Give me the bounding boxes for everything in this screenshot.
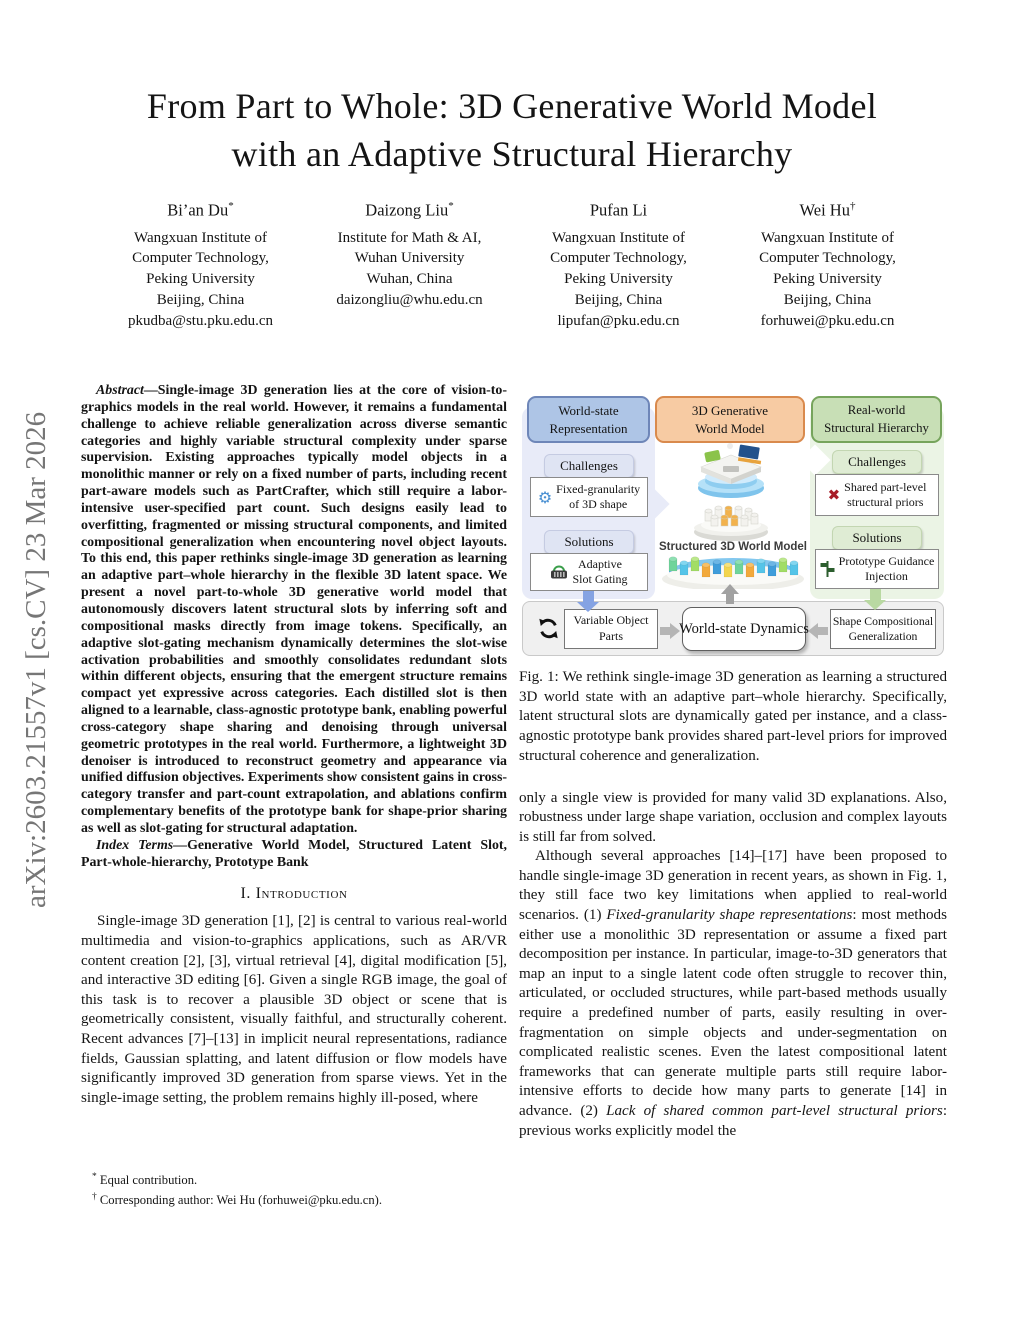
green-down-arrow: [864, 589, 886, 610]
right-column-paragraph-1: only a single view is provided for many valid 3D explanations. Also, robustness under large shape variation, occlusion and complex layouts is still far from solved.: [519, 789, 947, 845]
challenges-pill-right: Challenges: [832, 450, 922, 474]
left-arrow: [808, 623, 828, 639]
structured-3d-world-model-illustration: [653, 439, 813, 589]
signpost-icon: [820, 560, 835, 578]
challenge-box-left: ⚙ Fixed-granularity of 3D shape: [530, 477, 648, 517]
slot-gating-icon: [550, 565, 568, 580]
arxiv-id-text: arXiv:2603.21557v1 [cs.CV] 23 Mar 2026: [20, 411, 52, 909]
author-marker: *: [228, 200, 234, 212]
author-name: Daizong Liu*: [365, 200, 454, 220]
figure-1-caption: Fig. 1: We rethink single-image 3D generation as learning a structured 3D world state with an adaptive part–whole hierarchy. Specifically, latent structural slots are dynamically gated per instance, and a class-agnostic prototype bank provides shared part-level priors for improved structural coherence and generalization.: [519, 669, 947, 764]
authors-block: [96, 200, 932, 331]
author-affiliation: Institute for Math & AI, Wuhan University Wuhan, China daizongliu@whu.edu.cn: [336, 229, 483, 308]
author-marker: *: [448, 200, 454, 212]
solution-box-left: Adaptive Slot Gating: [530, 553, 648, 591]
section-heading-introduction: I. Introduction: [240, 885, 348, 903]
abstract-paragraph: Abstract—Single-image 3D generation lies at the core of vision-to-graphics models in the real world. However, it remains a fundamental challenge to achieve reliable generalization across diverse semantic categories and highly variable structural complexity under sparse supervision. Existing approaches typically model objects in a monolithic manner or rely on a fixed number of parts, including recent part-aware models such as PartCrafter, which still require a labor-intensive user-specified part count. Such designs easily lead to overfitting, fragmented or missing structural components, and limited compositional generalization when encountering novel object layouts. To this end, this paper rethinks single-image 3D generation as learning an adaptive part–whole hierarchy in the flexible 3D latent space. We present a novel part-to-whole 3D generative world model that autonomously discovers latent structural slots by inferring soft and compositional masks directly from image tokens. Specifically, an adaptive slot-gating mechanism dynamically determines the slot-wise activation probabilities and smoothly consolidates redundant slots within different objects, ensuring that the emergent structure remains compact yet expressive across categories. Each distilled slot is then aligned to a learnable, class-agnostic prototype bank, enabling powerful cross-category shape sharing and denoising through universal geometric prototypes in the real world. Furthermore, a lightweight 3D denoiser is introduced to reconstruct geometry and appearance via unified diffusion objectives. Experiments show consistent gains in cross-category transfer and part-count extrapolation, and ablations confirm complementary benefits of the prototype bank for shape-prior sharing as well as slot-gating for structural adaptation.: [81, 383, 507, 836]
page-title: [0, 82, 1024, 178]
left-column: [81, 383, 507, 1108]
author-name: Pufan Li: [589, 200, 648, 220]
variable-object-parts-box: Variable Object Parts: [564, 609, 658, 649]
shape-compositional-generalization-box: Shape Compositional Generalization: [830, 609, 936, 649]
challenge-box-right: ✖ Shared part-level structural priors: [815, 474, 939, 516]
author-name: Wei Hu†: [799, 200, 856, 220]
author-name: Bi’an Du*: [167, 200, 234, 220]
header-world-state-representation: World-state Representation: [527, 396, 650, 443]
author-affiliation: Wangxuan Institute of Computer Technology, Peking University Beijing, China pkudba@stu.pku.edu.cn: [127, 229, 274, 329]
world-state-dynamics-box: World-state Dynamics: [682, 607, 806, 651]
author-marker: †: [849, 200, 856, 212]
author-affiliation: Wangxuan Institute of Computer Technology, Peking University Beijing, China lipufan@pku.edu.cn: [550, 229, 687, 329]
gear-icon: ⚙: [537, 487, 553, 507]
footnote-equal-contribution: * Equal contribution.: [92, 1172, 198, 1188]
title-line-1: From Part to Whole: 3D Generative World Model: [146, 86, 878, 126]
cycle-icon: [536, 616, 561, 641]
figure-1: [519, 391, 947, 658]
arxiv-sidebar-label: [20, 356, 64, 964]
author-card: [96, 200, 305, 331]
index-terms: Index Terms—Generative World Model, Structured Latent Slot, Part-whole-hierarchy, Prototype Bank: [81, 837, 507, 870]
footnotes-block: [92, 1169, 510, 1208]
author-card: [514, 200, 723, 331]
footnote-corresponding-author: † Corresponding author: Wei Hu (forhuwei@pku.edu.cn).: [92, 1191, 383, 1207]
author-card: [723, 200, 932, 331]
header-3d-generative-world-model: 3D Generative World Model: [655, 396, 805, 443]
right-column: [519, 391, 947, 1141]
red-x-icon: ✖: [827, 486, 841, 504]
author-affiliation: Wangxuan Institute of Computer Technology, Peking University Beijing, China forhuwei@pku.edu.cn: [759, 229, 896, 329]
solution-box-right: Prototype Guidance Injection: [815, 549, 939, 589]
structured-3d-world-model-label: Structured 3D World Model: [658, 541, 808, 553]
solutions-pill-right: Solutions: [832, 526, 922, 550]
author-card: [305, 200, 514, 331]
introduction-paragraph-1: Single-image 3D generation [1], [2] is central to various real-world multimedia and vision-to-graphics applications, such as AR/VR content creation [2], [3], virtual retrieval [4], digital modification [5], and interactive 3D editing [6]. Given a single RGB image, the goal of this task is to recover a plausible 3D object or scene that is geometrically consistent, visually faithful, and structurally coherent. Recent advances [7]–[13] in implicit neural representations, radiance fields, Gaussian splatting, and latent diffusion or flow models have significantly improved 3D generation from sparse views. Yet in the single-image setting, the problem remains highly ill-posed, where: [81, 913, 507, 1106]
gray-up-arrow: [721, 584, 739, 604]
solutions-pill-left: Solutions: [544, 530, 634, 554]
header-real-world-structural-hierarchy: Real-world Structural Hierarchy: [811, 396, 942, 443]
title-line-2: with an Adaptive Structural Hierarchy: [231, 134, 793, 174]
right-column-paragraph-2: Although several approaches [14]–[17] have been proposed to handle single-image 3D generation in recent years, as shown in Fig. 1, they still face two key limitations when applied to real-world scenarios. (1) Fixed-granularity shape representations: most methods either use a monolithic 3D representation or assume a fixed part decomposition per instance. In particular, image-to-3D generators that map an input to a single latent code often struggle to recover thin, articulated, or occluded structures, while part-based methods usually require a predefined number of parts, easily resulting in over-fragmentation on simple objects and under-segmentation on complicated realistic scenes. Even the latest compositional latent frameworks that can generate multiple parts still require labor-intensive efforts to decide how many parts to generate [14] in advance. (2) Lack of shared common part-level structural priors: previous works explicitly model the: [519, 848, 948, 1139]
right-arrow: [660, 623, 680, 639]
challenges-pill-left: Challenges: [544, 454, 634, 478]
blue-down-arrow: [577, 591, 599, 612]
